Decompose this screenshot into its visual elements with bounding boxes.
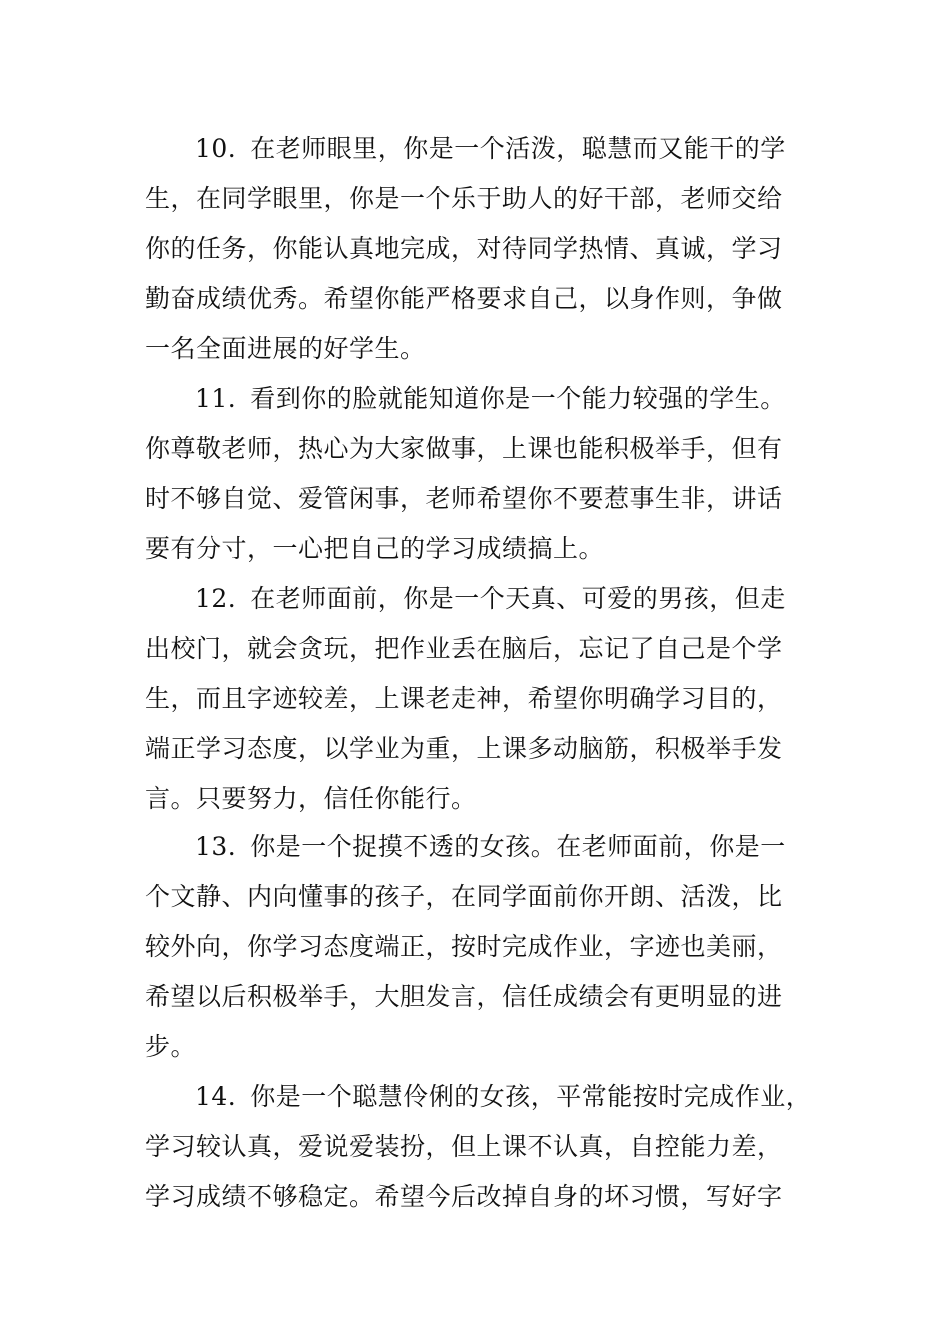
line-text: 你是一个捉摸不透的女孩。在老师面前，你是一 <box>250 832 786 861</box>
paragraph-line: 端正学习态度，以学业为重，上课多动脑筋，积极举手发 <box>145 734 783 763</box>
paragraph-line: 你的任务，你能认真地完成，对待同学热情、真诚，学习 <box>145 234 783 263</box>
paragraph-line: 生，而且字迹较差，上课老走神，希望你明确学习目的， <box>145 684 783 713</box>
paragraph-line: 较外向，你学习态度端正，按时完成作业，字迹也美丽， <box>145 932 783 961</box>
paragraph-line: 学习较认真，爱说爱装扮，但上课不认真，自控能力差， <box>145 1132 783 1161</box>
paragraph-number: 14. <box>195 1082 237 1111</box>
paragraph-line: 勤奋成绩优秀。希望你能严格要求自己，以身作则，争做 <box>145 284 783 313</box>
paragraph-line: 个文静、内向懂事的孩子，在同学面前你开朗、活泼，比 <box>145 882 783 911</box>
paragraph-number: 11. <box>195 384 237 413</box>
paragraph-line: 生，在同学眼里，你是一个乐于助人的好干部，老师交给 <box>145 184 783 213</box>
paragraph-line: 出校门，就会贪玩，把作业丢在脑后，忘记了自己是个学 <box>145 634 783 663</box>
paragraph-line: 要有分寸，一心把自己的学习成绩搞上。 <box>145 534 605 563</box>
line-text: 看到你的脸就能知道你是一个能力较强的学生。 <box>250 384 786 413</box>
line-text: 你是一个聪慧伶俐的女孩，平常能按时完成作业， <box>250 1082 812 1111</box>
paragraph-line <box>195 383 786 415</box>
paragraph-line: 时不够自觉、爱管闲事，老师希望你不要惹事生非，讲话 <box>145 484 783 513</box>
paragraph-number: 10. <box>195 134 237 163</box>
paragraph-line: 言。只要努力，信任你能行。 <box>145 784 477 813</box>
paragraph-line: 步。 <box>145 1032 197 1061</box>
line-text: 在老师眼里，你是一个活泼，聪慧而又能干的学 <box>250 134 786 163</box>
paragraph-line: 学习成绩不够稳定。希望今后改掉自身的坏习惯，写好字 <box>145 1182 783 1211</box>
paragraph-line: 一名全面进展的好学生。 <box>145 334 426 363</box>
paragraph-line <box>195 831 786 863</box>
line-text: 在老师面前，你是一个天真、可爱的男孩，但走 <box>250 584 786 613</box>
paragraph-line: 希望以后积极举手，大胆发言，信任成绩会有更明显的进 <box>145 982 783 1011</box>
paragraph-line <box>195 1081 811 1113</box>
paragraph-line: 你尊敬老师，热心为大家做事，上课也能积极举手，但有 <box>145 434 783 463</box>
paragraph-number: 12. <box>195 584 237 613</box>
paragraph-line <box>195 133 786 165</box>
paragraph-line <box>195 583 786 615</box>
paragraph-number: 13. <box>195 832 237 861</box>
